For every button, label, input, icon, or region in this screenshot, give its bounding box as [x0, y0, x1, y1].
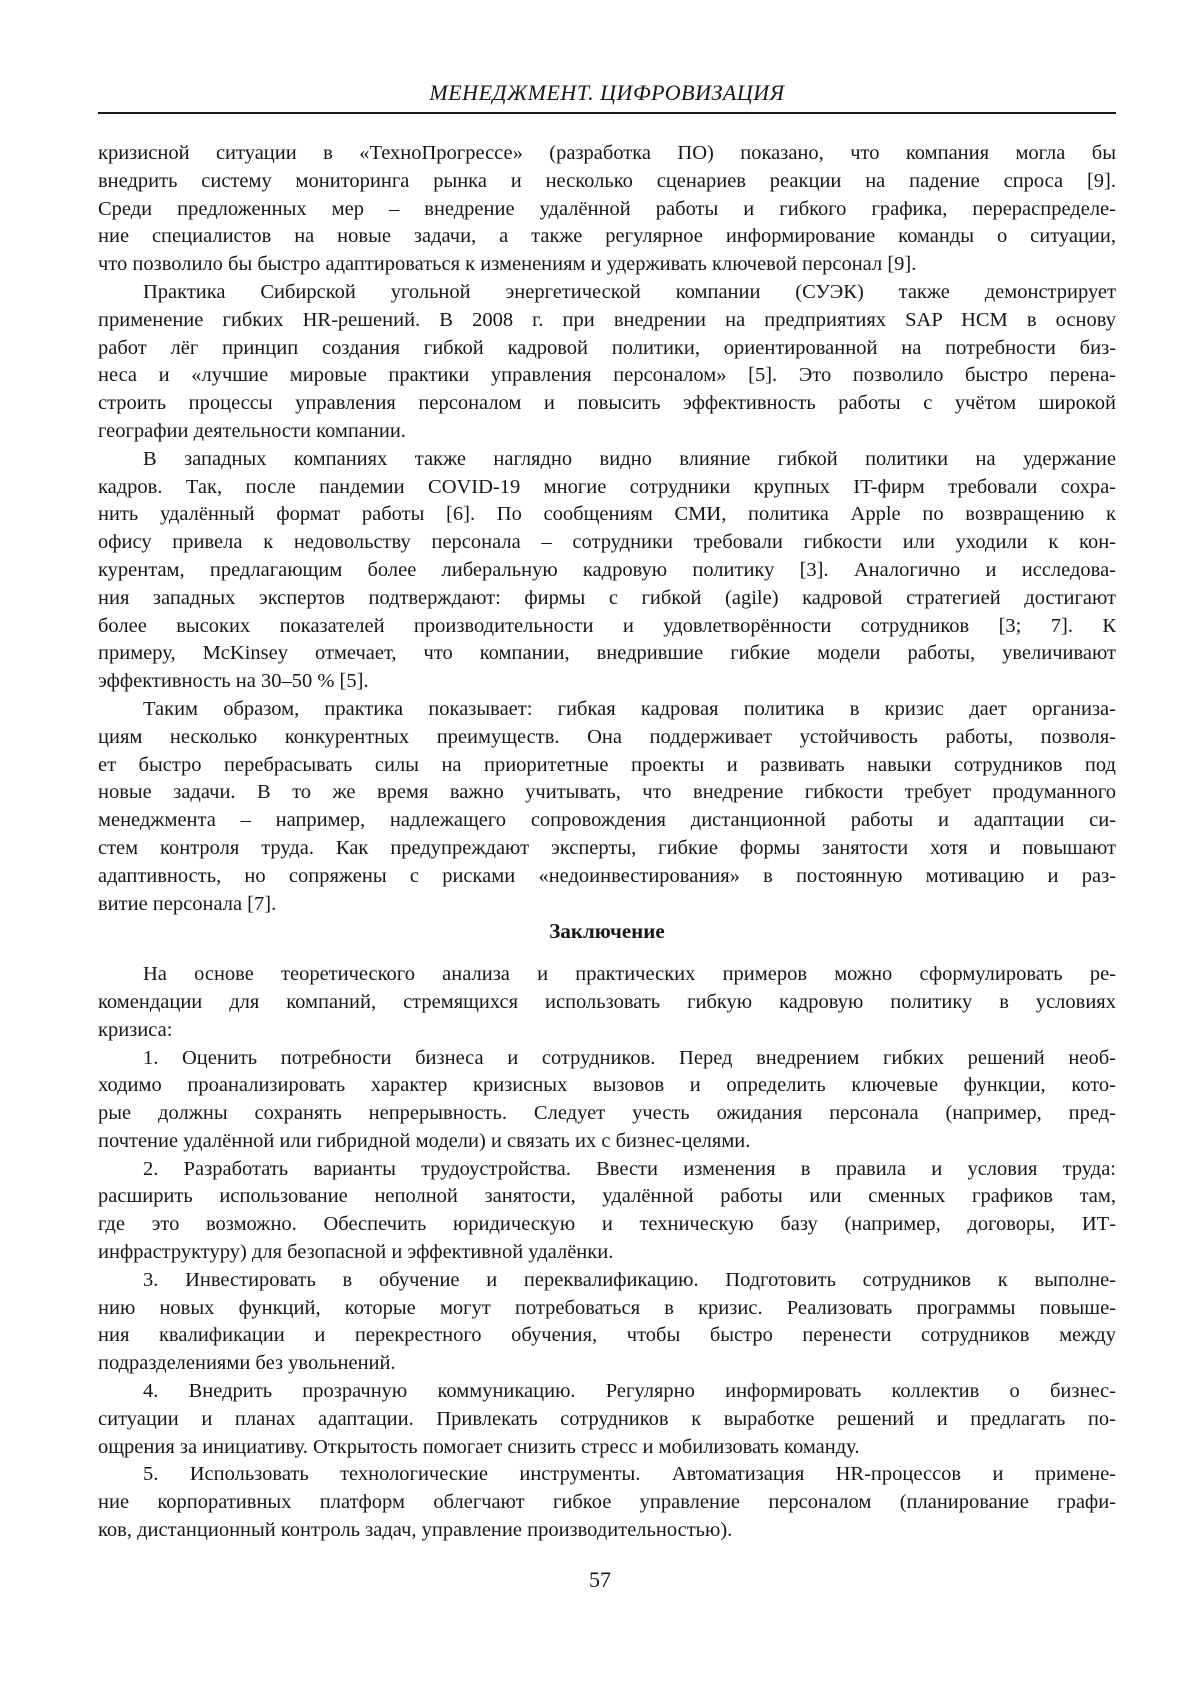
text-line: офису привела к недовольству персонала – сотрудники требовали гибкости или уходили к кон- — [98, 531, 1116, 554]
text-line: нию новых функций, которые могут потребоваться в кризис. Реализовать программы повыше- — [98, 1296, 1116, 1319]
text-line: ет быстро перебрасывать силы на приоритетные проекты и развивать навыки сотрудников под — [98, 753, 1116, 776]
text-line: Таким образом, практика показывает: гибкая кадровая политика в кризис дает организа- — [143, 697, 1116, 720]
text-line: работ лёг принцип создания гибкой кадровой политики, ориентированной на потребности биз- — [98, 336, 1116, 359]
text-line: менеджмента – например, надлежащего сопровождения дистанционной работы и адаптации си- — [98, 809, 1116, 832]
text-line: где это возможно. Обеспечить юридическую и техническую базу (например, договоры, ИТ- — [98, 1213, 1116, 1236]
text-line: 4. Внедрить прозрачную коммуникацию. Регулярно информировать коллектив о бизнес- — [143, 1380, 1116, 1403]
text-line: подразделениями без увольнений. — [98, 1352, 396, 1375]
text-line: кризиса: — [98, 1018, 173, 1041]
text-line: циям несколько конкурентных преимуществ. Она поддерживает устойчивость работы, позволя- — [98, 725, 1116, 748]
text-line: На основе теоретического анализа и практических примеров можно сформулировать ре- — [143, 963, 1116, 986]
text-line: новые задачи. В то же время важно учитывать, что внедрение гибкости требует продуманного — [98, 781, 1116, 804]
text-line: кадров. Так, после пандемии COVID-19 многие сотрудники крупных IT-фирм требовали сохра- — [98, 475, 1116, 498]
text-line: почтение удалённой или гибридной модели) и связать их с бизнес-целями. — [98, 1129, 751, 1152]
text-line: более высоких показателей производительности и удовлетворённости сотрудников [3; 7]. К — [98, 614, 1116, 637]
text-line: комендации для компаний, стремящихся использовать гибкую кадровую политику в условиях — [98, 990, 1116, 1013]
text-line: географии деятельности компании. — [98, 419, 406, 442]
text-line: адаптивность, но сопряжены с рисками «недоинвестирования» в постоянную мотивацию и раз- — [98, 864, 1116, 887]
text-line: курентам, предлагающим более либеральную кадровую политику [3]. Аналогично и исследова- — [98, 558, 1116, 581]
text-line: примеру, McKinsey отмечает, что компании, внедрившие гибкие модели работы, увеличивают — [98, 642, 1116, 665]
text-line: ние корпоративных платформ облегчают гибкое управление персоналом (планирование графи- — [98, 1491, 1116, 1514]
text-line: ния западных экспертов подтверждают: фирмы с гибкой (agile) кадровой стратегией достигают — [98, 586, 1116, 609]
text-line: 1. Оценить потребности бизнеса и сотрудников. Перед внедрением гибких решений необ- — [143, 1046, 1116, 1069]
text-line: 2. Разработать варианты трудоустройства. Ввести изменения в правила и условия труда: — [143, 1157, 1116, 1180]
text-line: строить процессы управления персоналом и повысить эффективность работы с учётом широкой — [98, 392, 1116, 415]
text-line: Среди предложенных мер – внедрение удалённой работы и гибкого графика, перераспределе- — [98, 197, 1116, 220]
text-line: эффективность на 30–50 % [5]. — [98, 670, 369, 693]
text-line: витие персонала [7]. — [98, 892, 277, 915]
text-line: рые должны сохранять непрерывность. Следует учесть ожидания персонала (например, пред- — [98, 1102, 1116, 1125]
text-line: Практика Сибирской угольной энергетической компании (СУЭК) также демонстрирует — [143, 280, 1116, 303]
text-line: 5. Использовать технологические инструменты. Автоматизация HR-процессов и примене- — [143, 1463, 1116, 1486]
text-line: применение гибких HR-решений. В 2008 г. при внедрении на предприятиях SAP HCM в основу — [98, 308, 1116, 331]
text-line: ние специалистов на новые задачи, а также регулярное информирование команды о ситуации, — [98, 225, 1116, 248]
text-line: расширить использование неполной занятости, удалённой работы или сменных графиков там, — [98, 1185, 1116, 1208]
text-line: ния квалификации и перекрестного обучения, чтобы быстро перенести сотрудников между — [98, 1324, 1116, 1347]
text-line: ситуации и планах адаптации. Привлекать сотрудников к выработке решений и предлагать по- — [98, 1407, 1116, 1430]
text-line: нить удалённый формат работы [6]. По сообщениям СМИ, политика Apple по возвращению к — [98, 503, 1116, 526]
text-line: внедрить систему мониторинга рынка и несколько сценариев реакции на падение спроса [9]. — [98, 169, 1116, 192]
section-heading: Заключение — [549, 919, 665, 944]
running-header-title: МЕНЕДЖМЕНТ. ЦИФРОВИЗАЦИЯ — [429, 80, 785, 105]
text-line: что позволило бы быстро адаптироваться к изменениям и удерживать ключевой персонал [9]. — [98, 253, 917, 276]
text-line: ков, дистанционный контроль задач, управление производительностью). — [98, 1519, 733, 1542]
running-header — [98, 80, 1116, 114]
document-body — [98, 140, 1116, 1545]
text-line: стем контроля труда. Как предупреждают эксперты, гибкие формы занятости хотя и повышают — [98, 836, 1116, 859]
text-line: 3. Инвестировать в обучение и переквалификацию. Подготовить сотрудников к выполне- — [143, 1268, 1116, 1291]
page-number: 57 — [589, 1567, 611, 1592]
header-divider — [98, 112, 1116, 114]
text-line: инфраструктуру) для безопасной и эффективной удалёнки. — [98, 1241, 614, 1264]
text-line: ходимо проанализировать характер кризисных вызовов и определить ключевые функции, кото- — [98, 1074, 1116, 1097]
text-line: ощрения за инициативу. Открытость помогает снизить стресс и мобилизовать команду. — [98, 1435, 860, 1458]
text-line: В западных компаниях также наглядно видно влияние гибкой политики на удержание — [143, 447, 1116, 470]
text-line: кризисной ситуации в «ТехноПрогрессе» (разработка ПО) показано, что компания могла бы — [98, 142, 1116, 164]
text-line: неса и «лучшие мировые практики управления персоналом» [5]. Это позволило быстро перена- — [98, 364, 1116, 387]
